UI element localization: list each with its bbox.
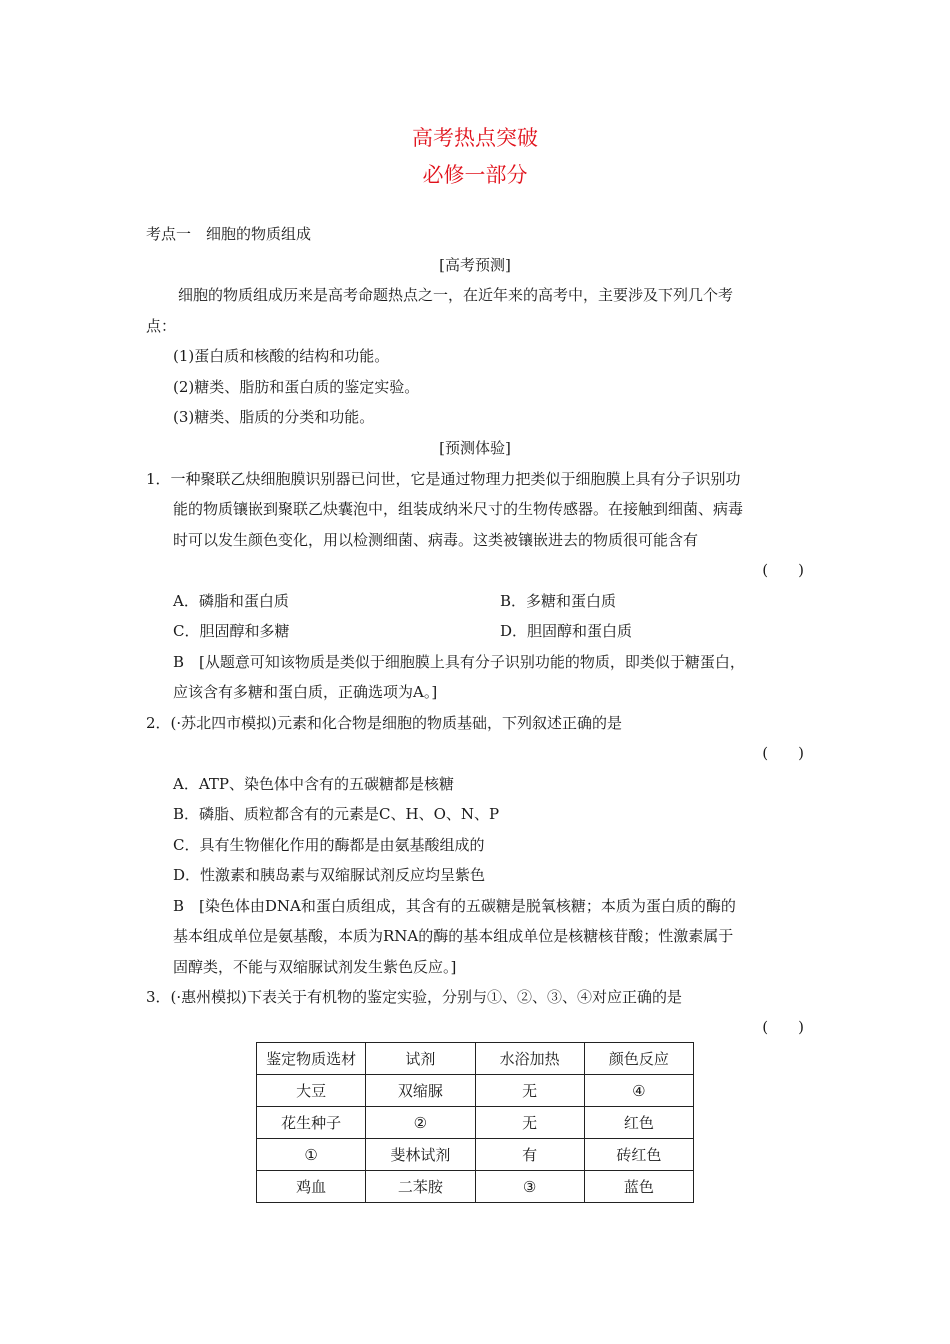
page-subtitle: 必修一部分 [422,163,528,187]
question-1-line: 1．一种聚联乙炔细胞膜识别器已问世，它是通过物理力把类似于细胞膜上具有分子识别功 [146,470,741,488]
table-cell: 砖红色 [584,1139,693,1171]
table-header-cell: 颜色反应 [584,1043,693,1075]
point-item: (3)糖类、脂质的分类和功能。 [173,408,375,426]
option-b: B．多糖和蛋白质 [500,592,617,610]
table-cell: 鸡血 [257,1171,366,1203]
option-c: C．胆固醇和多糖 [173,622,290,640]
point-item: (1)蛋白质和核酸的结构和功能。 [173,347,390,365]
answer-explanation: B [染色体由DNA和蛋白质组成，其含有的五碳糖是脱氧核糖；本质为蛋白质的酶的 [173,897,736,915]
table-header-row [257,1043,694,1075]
table-row [257,1171,694,1203]
identification-table [256,1042,694,1203]
option-a: A．ATP、染色体中含有的五碳糖都是核糖 [173,775,454,793]
table-cell: ② [366,1107,475,1139]
table-cell: 大豆 [257,1075,366,1107]
intro-line-2: 点： [146,317,177,335]
answer-paren: ( ) [762,1018,804,1036]
option-d: D．胆固醇和蛋白质 [500,622,633,640]
option-c: C．具有生物催化作用的酶都是由氨基酸组成的 [173,836,485,854]
table-cell: 无 [475,1107,584,1139]
forecast-label: [高考预测] [439,256,511,274]
table-header-cell: 试剂 [366,1043,475,1075]
table-cell: ① [257,1139,366,1171]
option-d: D．性激素和胰岛素与双缩脲试剂反应均呈紫色 [173,866,486,884]
table-cell: ④ [584,1075,693,1107]
question-3-line: 3．(·惠州模拟)下表关于有机物的鉴定实验，分别与①、②、③、④对应正确的是 [146,988,683,1006]
table-cell: 花生种子 [257,1107,366,1139]
table-cell: 有 [475,1139,584,1171]
answer-paren: ( ) [762,561,804,579]
question-2-line: 2．(·苏北四市模拟)元素和化合物是细胞的物质基础，下列叙述正确的是 [146,714,623,732]
answer-explanation: 应该含有多糖和蛋白质，正确选项为A。] [173,683,438,701]
table-header-cell: 水浴加热 [475,1043,584,1075]
table-cell: 双缩脲 [366,1075,475,1107]
question-1-line: 能的物质镶嵌到聚联乙炔囊泡中，组装成纳米尺寸的生物传感器。在接触到细菌、病毒 [173,500,744,518]
table-cell: 无 [475,1075,584,1107]
table-row [257,1107,694,1139]
table-cell: 二苯胺 [366,1171,475,1203]
page-title: 高考热点突破 [412,126,538,150]
table-row [257,1139,694,1171]
table-header-cell: 鉴定物质选材 [257,1043,366,1075]
question-1-line: 时可以发生颜色变化，用以检测细菌、病毒。这类被镶嵌进去的物质很可能含有 [173,531,699,549]
answer-paren: ( ) [762,744,804,762]
section-heading: 考点一 细胞的物质组成 [146,225,312,243]
table-cell: 斐林试剂 [366,1139,475,1171]
table-cell: 蓝色 [584,1171,693,1203]
answer-explanation: B [从题意可知该物质是类似于细胞膜上具有分子识别功能的物质，即类似于糖蛋白， [173,653,745,671]
point-item: (2)糖类、脂肪和蛋白质的鉴定实验。 [173,378,420,396]
answer-explanation: 固醇类，不能与双缩脲试剂发生紫色反应。] [173,958,457,976]
table-cell: ③ [475,1171,584,1203]
option-b: B．磷脂、质粒都含有的元素是C、H、O、N、P [173,805,500,823]
answer-explanation: 基本组成单位是氨基酸，本质为RNA的酶的基本组成单位是核糖核苷酸；性激素属于 [173,927,734,945]
option-a: A．磷脂和蛋白质 [173,592,289,610]
table-cell: 红色 [584,1107,693,1139]
table-row [257,1075,694,1107]
practice-label: [预测体验] [439,439,511,457]
intro-line-1: 细胞的物质组成历来是高考命题热点之一，在近年来的高考中，主要涉及下列几个考 [178,286,734,304]
